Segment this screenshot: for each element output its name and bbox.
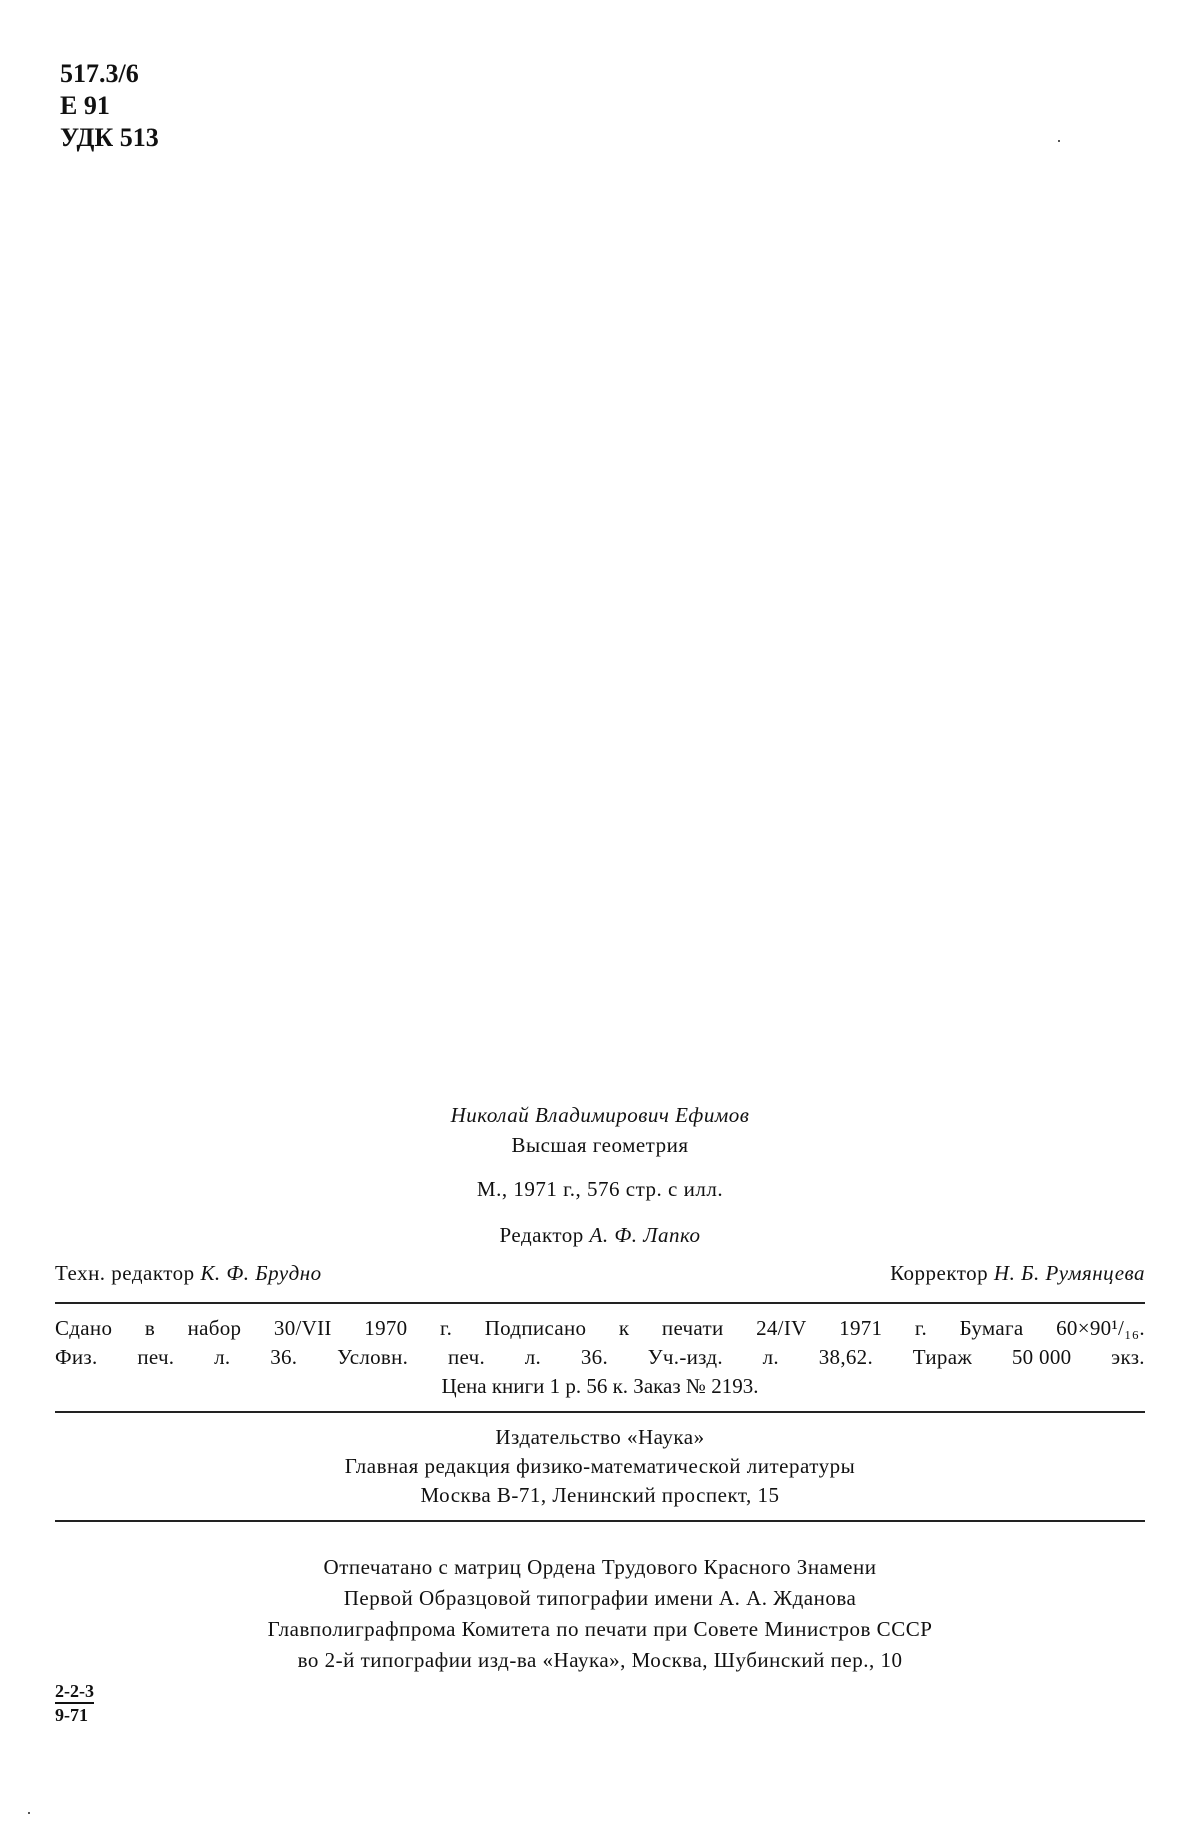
author-mark: Е 91	[60, 91, 110, 120]
print-word: л.	[762, 1345, 779, 1369]
print-word: Условн.	[337, 1345, 409, 1369]
price-order-line: Цена книги 1 р. 56 к. Заказ № 2193.	[441, 1374, 759, 1398]
editor-name: А. Ф. Лапко	[589, 1223, 701, 1247]
udc-code: УДК 513	[60, 123, 159, 152]
imprint-line: М., 1971 г., 576 стр. с илл.	[476, 1177, 724, 1201]
tech-editor	[55, 1258, 322, 1288]
print-word: 30/VII	[273, 1316, 332, 1340]
book-title: Высшая геометрия	[511, 1133, 689, 1157]
index-code-top: 2-2-3	[55, 1680, 94, 1704]
print-word: Бумага	[959, 1316, 1024, 1340]
publisher-address: Москва В-71, Ленинский проспект, 15	[420, 1483, 780, 1507]
colophon	[55, 1100, 1145, 1676]
index-code-bottom: 9-71	[55, 1705, 88, 1725]
print-speck	[28, 1812, 30, 1814]
print-word: Подписано	[484, 1316, 587, 1340]
printer-line-2: Первой Образцовой типографии имени А. А. Жданова	[343, 1586, 857, 1610]
print-data-block	[55, 1310, 1145, 1405]
print-word: 24/IV	[756, 1316, 807, 1340]
print-word: экз.	[1111, 1345, 1145, 1369]
print-word: в	[144, 1316, 156, 1340]
index-code	[55, 1680, 94, 1726]
print-data-row-1	[55, 1314, 1145, 1343]
print-word: г.	[914, 1316, 928, 1340]
print-word: Тираж	[912, 1345, 973, 1369]
printer-line-4: во 2-й типографии изд-ва «Наука», Москва, Шубинский пер., 10	[297, 1648, 903, 1672]
corrector-label: Корректор	[890, 1261, 989, 1285]
print-word: Физ.	[55, 1345, 98, 1369]
print-word: Уч.-изд.	[647, 1345, 723, 1369]
print-word: печ.	[137, 1345, 175, 1369]
print-word: 36.	[270, 1345, 298, 1369]
editor-line	[55, 1220, 1145, 1250]
author-name: Николай Владимирович Ефимов	[450, 1103, 750, 1127]
divider	[55, 1302, 1145, 1304]
printer-line-3: Главполиграфпрома Комитета по печати при Совете Министров СССР	[267, 1617, 933, 1641]
publisher-department: Главная редакция физико-математической литературы	[344, 1454, 856, 1478]
print-data-row-2	[55, 1343, 1145, 1372]
print-word: 38,62.	[818, 1345, 874, 1369]
print-word: набор	[187, 1316, 242, 1340]
print-word: л.	[214, 1345, 231, 1369]
staff-line	[55, 1258, 1145, 1288]
corrector	[890, 1258, 1145, 1288]
print-word: 36.	[580, 1345, 608, 1369]
printer-block	[55, 1552, 1145, 1676]
print-word: Сдано	[55, 1316, 113, 1340]
print-word: печ.	[447, 1345, 486, 1369]
publisher-block	[55, 1419, 1145, 1514]
divider	[55, 1520, 1145, 1522]
print-word: 1971	[839, 1316, 883, 1340]
print-word: 50 000	[1011, 1345, 1072, 1369]
printer-line-1: Отпечатано с матриц Ордена Трудового Красного Знамени	[323, 1555, 877, 1579]
publisher-name: Издательство «Наука»	[495, 1425, 705, 1449]
print-word: г.	[440, 1316, 453, 1340]
corrector-name: Н. Б. Румянцева	[993, 1261, 1145, 1285]
print-word: печати	[661, 1316, 724, 1340]
classification-codes	[60, 58, 159, 154]
divider	[55, 1411, 1145, 1413]
editor-label: Редактор	[499, 1223, 584, 1247]
tech-editor-label: Техн. редактор	[55, 1261, 195, 1285]
bbk-code: 517.3/6	[60, 59, 139, 88]
print-word: к	[618, 1316, 630, 1340]
print-word: л.	[524, 1345, 542, 1369]
print-word: 1970	[364, 1316, 408, 1340]
print-speck	[1058, 140, 1060, 142]
tech-editor-name: К. Ф. Брудно	[200, 1261, 322, 1285]
print-word: 60×90¹/₁₆.	[1056, 1316, 1145, 1340]
